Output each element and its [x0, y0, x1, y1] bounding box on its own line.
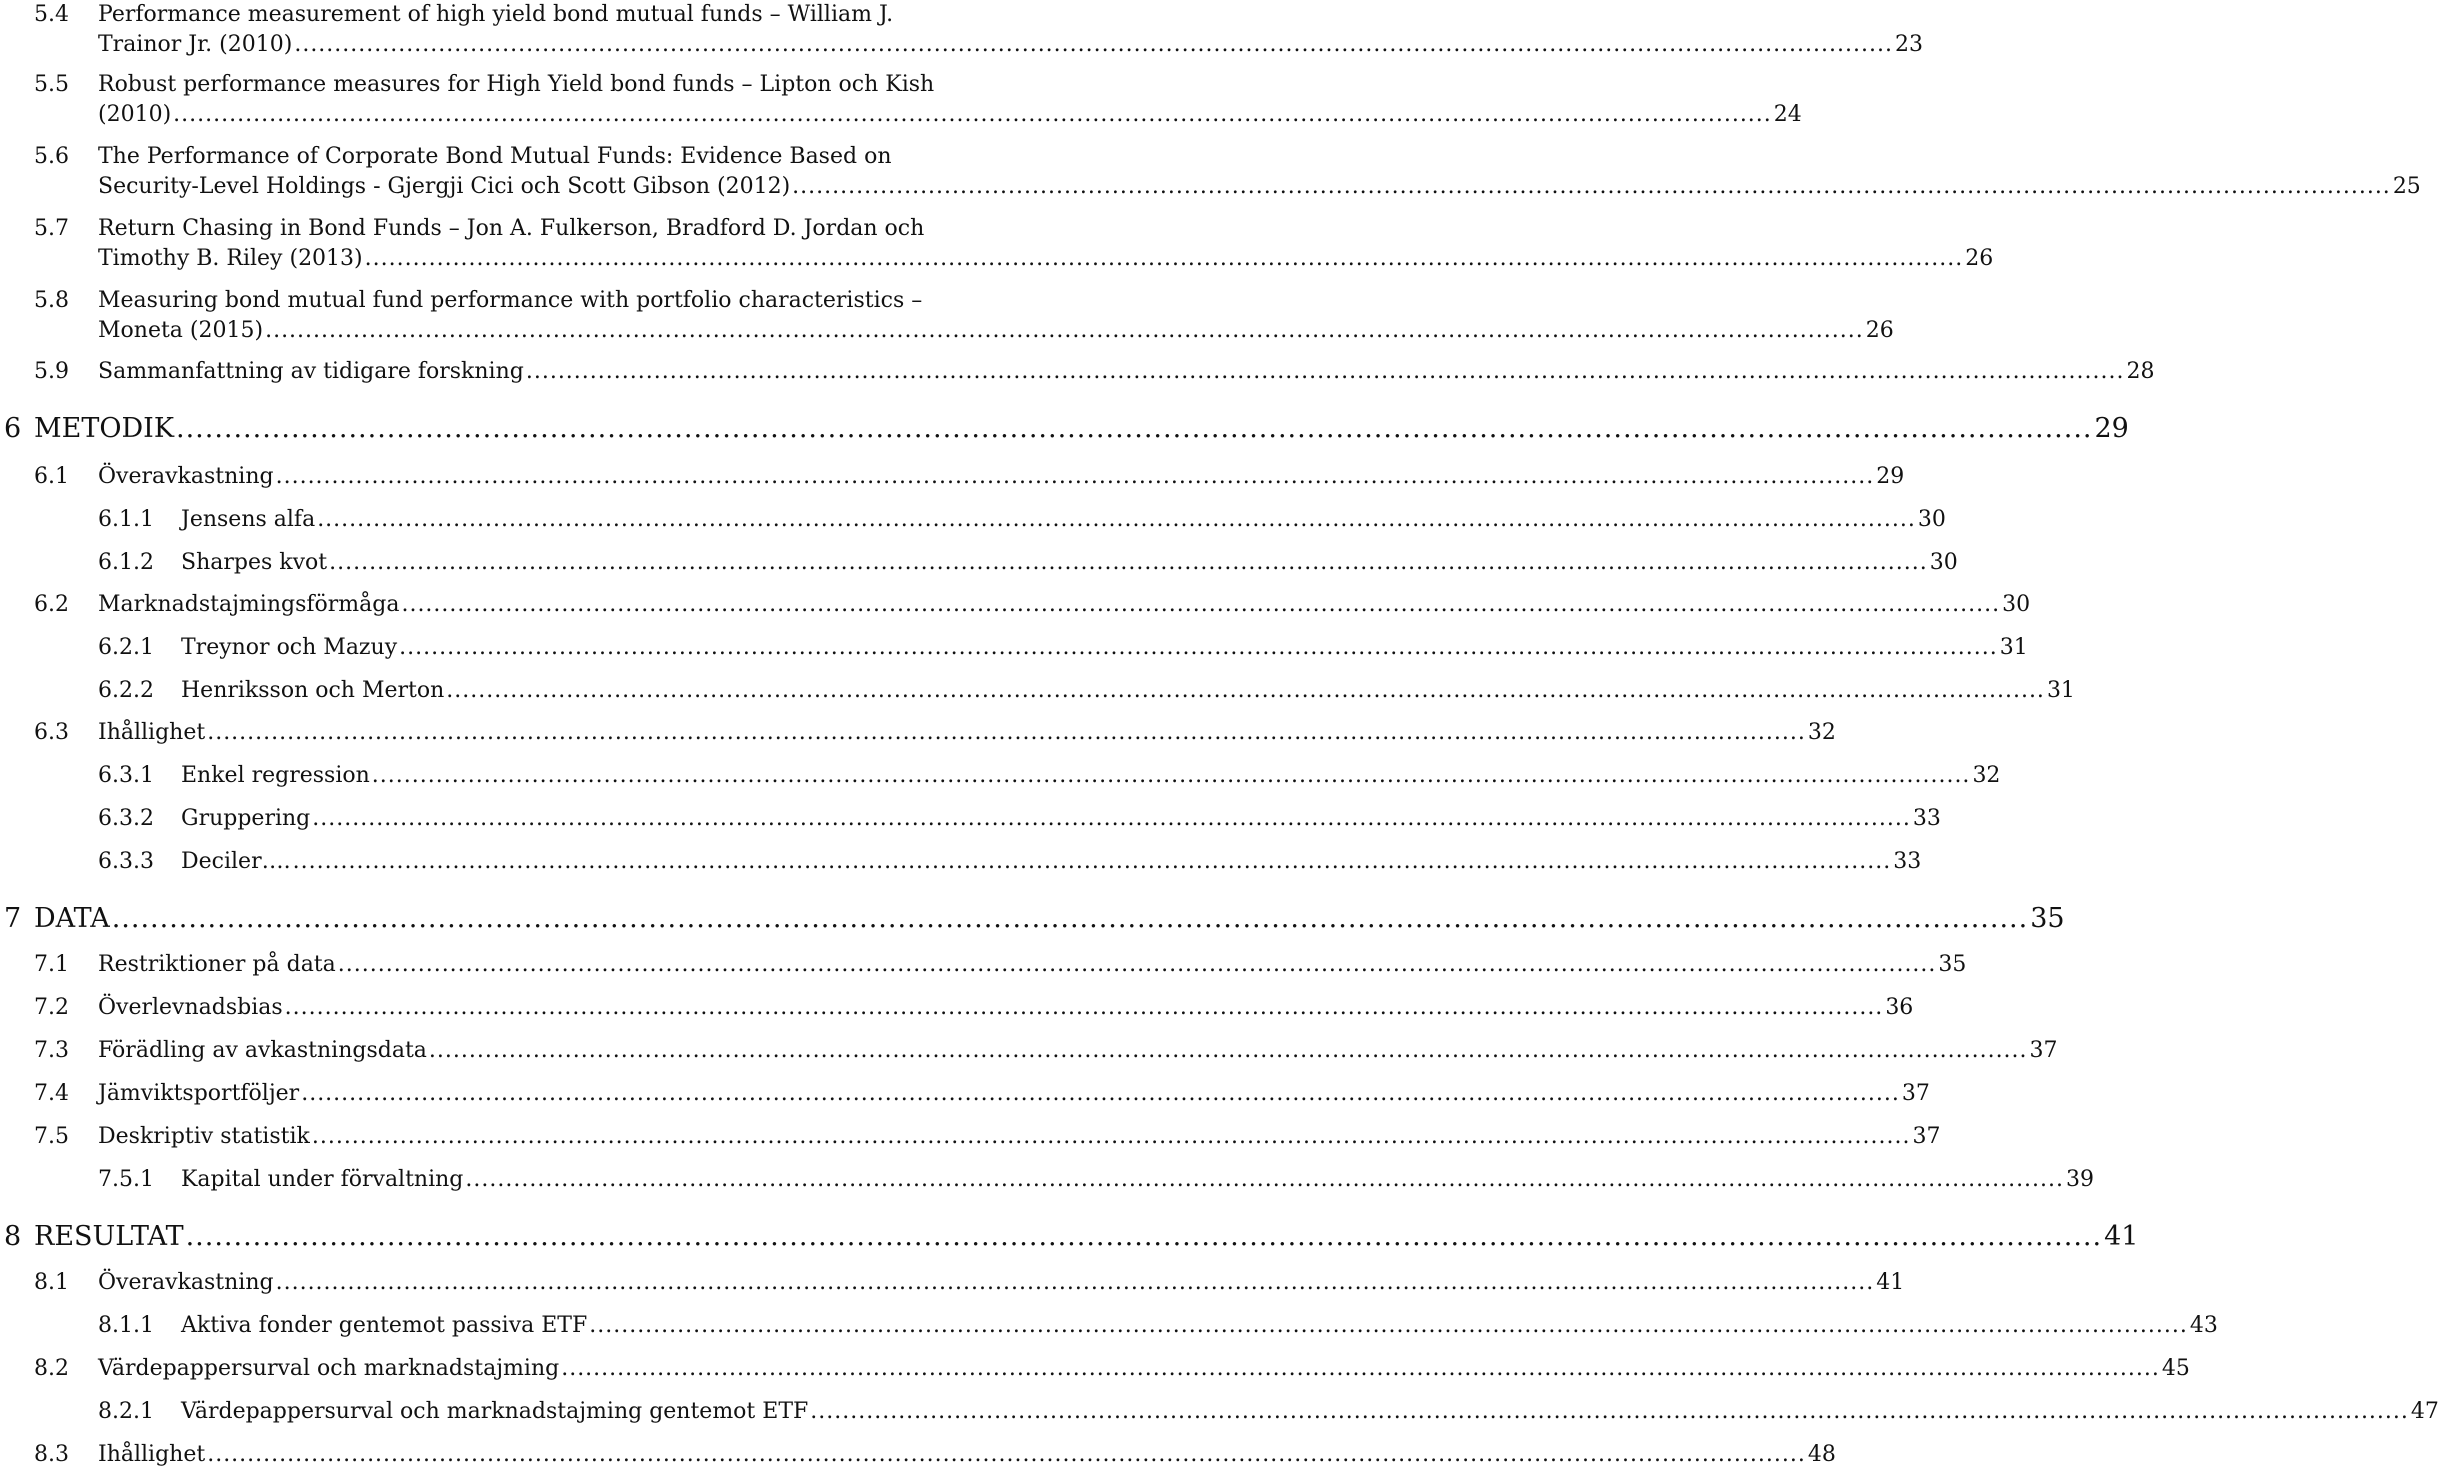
toc-entry-page-number: 29: [2094, 413, 2129, 444]
toc-entry-number: 8: [4, 1221, 22, 1252]
toc-entry-page-number: 29: [1876, 464, 1905, 489]
dot-leader: ........................................................................................................................................................................................................: [561, 1356, 2160, 1381]
toc-entry-title-line: Enkel regression: [181, 763, 370, 788]
dot-leader: ........................................................................................................................................................................................................: [311, 1124, 1911, 1149]
dot-leader: ........................................................................................................................................................................................................: [312, 806, 1911, 831]
toc-entry-page-number: 37: [2029, 1038, 2058, 1063]
toc-entry-title-line: Restriktioner på data: [98, 952, 336, 977]
toc-entry-page-number: 30: [1917, 507, 1946, 532]
toc-entry-number: 5.7: [34, 216, 69, 241]
toc-entry-page-number: 48: [1807, 1442, 1836, 1467]
dot-leader: ........................................................................................................................................................................................................: [275, 1270, 1875, 1295]
toc-entry-page-number: 41: [2104, 1221, 2139, 1252]
toc-entry-title: [98, 1440, 1836, 1470]
toc-entry-title-line: Värdepappersurval och marknadstajming: [98, 1356, 560, 1381]
toc-entry-number: 6.3.1: [98, 763, 154, 788]
toc-entry-title: [181, 505, 1946, 535]
toc-entry-page-number: 26: [1865, 318, 1894, 343]
toc-entry-page-number: 45: [2161, 1356, 2190, 1381]
toc-entry-title-line: Sharpes kvot: [181, 550, 328, 575]
toc-entry-number: 8.3: [34, 1442, 69, 1467]
toc-entry-number: 7.1: [34, 952, 69, 977]
toc-entry-number: 8.2: [34, 1356, 69, 1381]
toc-entry-number: 6.3.2: [98, 806, 154, 831]
toc-entry-page-number: 30: [1929, 550, 1958, 575]
toc-entry-number: 8.1.1: [98, 1313, 154, 1338]
toc-entry-number: 5.6: [34, 144, 69, 169]
toc-entry-page-number: 36: [1885, 995, 1914, 1020]
toc-entry-number: 6.1.1: [98, 507, 154, 532]
dot-leader: ........................................................................................................................................................................................................: [207, 1442, 1806, 1467]
dot-leader: ........................................................................................................................................................................................................: [292, 849, 1892, 874]
toc-entry-title: [181, 633, 2028, 663]
toc-entry-page-number: 26: [1965, 246, 1994, 271]
toc-entry-number: 7: [4, 903, 22, 934]
toc-entry-title-line: Deciler….: [181, 849, 291, 874]
toc-entry-title-line: Timothy B. Riley (2013): [98, 246, 363, 271]
toc-entry-number: 7.5.1: [98, 1167, 154, 1192]
toc-entry-title: [34, 1221, 2139, 1252]
toc-entry-title-line: Aktiva fonder gentemot passiva ETF: [181, 1313, 588, 1338]
toc-entry-title-line: Ihållighet: [98, 720, 206, 745]
toc-entry-title-line: Treynor och Mazuy: [181, 635, 398, 660]
dot-leader: ........................................................................................................................................................................................................: [364, 246, 1964, 271]
toc-entry-title: [34, 413, 2129, 444]
toc-entry-page-number: 35: [2030, 903, 2065, 934]
toc-entry-title: [98, 286, 1894, 346]
toc-entry-title-line: Förädling av avkastningsdata: [98, 1038, 427, 1063]
toc-entry-title: [98, 993, 1914, 1023]
dot-leader: ........................................................................................................................................................................................................: [401, 592, 2001, 617]
toc-entry-title: [98, 70, 1802, 130]
dot-leader: ........................................................................................................................................................................................................: [337, 952, 1937, 977]
toc-entry-title-line: Security-Level Holdings - Gjergji Cici och Scott Gibson (2012): [98, 174, 791, 199]
dot-leader: ........................................................................................................................................................................................................: [284, 995, 1884, 1020]
toc-entry-title-line: Kapital under förvaltning: [181, 1167, 464, 1192]
dot-leader: ........................................................................................................................................................................................................: [428, 1038, 2028, 1063]
toc-entry-title-line: (2010): [98, 102, 172, 127]
toc-entry-page-number: 30: [2002, 592, 2031, 617]
toc-entry-title: [181, 847, 1922, 877]
toc-entry-title: [98, 142, 2421, 202]
toc-entry-title-line: Värdepappersurval och marknadstajming gentemot ETF: [181, 1399, 809, 1424]
toc-entry-number: 7.2: [34, 995, 69, 1020]
toc-entry-page-number: 47: [2410, 1399, 2439, 1424]
toc-entry-number: 8.2.1: [98, 1399, 154, 1424]
toc-entry-page-number: 31: [2046, 678, 2075, 703]
toc-entry-title-line: Jensens alfa: [181, 507, 316, 532]
toc-entry-title-line: Ihållighet: [98, 1442, 206, 1467]
toc-entry-title-line: Överlevnadsbias: [98, 995, 283, 1020]
toc-entry-number: 7.5: [34, 1124, 69, 1149]
toc-entry-number: 6.2.2: [98, 678, 154, 703]
toc-entry-number: 5.4: [34, 2, 69, 27]
toc-entry-title-line: Överavkastning: [98, 1270, 274, 1295]
toc-entry-page-number: 33: [1893, 849, 1922, 874]
dot-leader: ........................................................................................................................................................................................................: [589, 1313, 2188, 1338]
toc-entry-title: [181, 761, 2001, 791]
toc-entry-number: 6.1.2: [98, 550, 154, 575]
dot-leader: ........................................................................................................................................................................................................: [301, 1081, 1900, 1106]
toc-entry-page-number: 43: [2189, 1313, 2218, 1338]
toc-entry-title-line: Robust performance measures for High Yield bond funds – Lipton och Kish: [98, 72, 935, 97]
dot-leader: ........................................................................................................................................................................................................: [792, 174, 2391, 199]
toc-entry-title-line: Jämviktsportföljer: [98, 1081, 300, 1106]
toc-entry-number: 7.4: [34, 1081, 69, 1106]
dot-leader: ........................................................................................................................................................................................................: [265, 318, 1864, 343]
toc-entry-number: 7.3: [34, 1038, 69, 1063]
toc-entry-number: 6.3: [34, 720, 69, 745]
toc-entry-title: [98, 1079, 1930, 1109]
dot-leader: ........................................................................................................................................................................................................: [399, 635, 1998, 660]
toc-entry-number: 6: [4, 413, 22, 444]
dot-leader: ........................................................................................................................................................................................................: [329, 550, 1928, 575]
toc-entry-page-number: 25: [2392, 174, 2421, 199]
toc-entry-title-line: Marknadstajmingsförmåga: [98, 592, 400, 617]
toc-entry-number: 5.5: [34, 72, 69, 97]
dot-leader: ........................................................................................................................................................................................................: [207, 720, 1806, 745]
toc-entry-title-line: Deskriptiv statistik: [98, 1124, 310, 1149]
toc-entry-number: 5.9: [34, 359, 69, 384]
toc-entry-title-line: Sammanfattning av tidigare forskning: [98, 359, 524, 384]
toc-entry-title: [98, 1122, 1941, 1152]
toc-entry-page-number: 32: [1972, 763, 2001, 788]
toc-entry-title: [98, 950, 1967, 980]
toc-entry-title-line: Measuring bond mutual fund performance with portfolio characteristics –: [98, 288, 923, 313]
toc-entry-title-line: DATA: [34, 903, 110, 934]
toc-entry-title-line: Trainor Jr. (2010): [98, 32, 293, 57]
toc-entry-page-number: 32: [1807, 720, 1836, 745]
dot-leader: ........................................................................................................................................................................................................: [111, 903, 2029, 934]
toc-entry-title: [98, 357, 2155, 387]
toc-entry-page-number: 23: [1894, 32, 1923, 57]
toc-entry-title: [98, 1036, 2058, 1066]
toc-entry-page-number: 28: [2126, 359, 2155, 384]
dot-leader: ........................................................................................................................................................................................................: [173, 102, 1772, 127]
toc-entry-title-line: METODIK: [34, 413, 174, 444]
toc-entry-title-line: Moneta (2015): [98, 318, 264, 343]
toc-entry-number: 5.8: [34, 288, 69, 313]
toc-entry-title: [181, 676, 2075, 706]
toc-entry-title: [181, 1311, 2218, 1341]
toc-entry-title: [98, 214, 1994, 274]
toc-entry-title: [98, 0, 1923, 60]
toc-entry-title-line: The Performance of Corporate Bond Mutual Funds: Evidence Based on: [98, 144, 892, 169]
dot-leader: ........................................................................................................................................................................................................: [317, 507, 1916, 532]
toc-entry-page-number: 31: [1999, 635, 2028, 660]
toc-entry-number: 8.1: [34, 1270, 69, 1295]
dot-leader: ........................................................................................................................................................................................................: [185, 1221, 2103, 1252]
toc-entry-title: [34, 903, 2065, 934]
toc-entry-title: [98, 1268, 1905, 1298]
toc-entry-title-line: Return Chasing in Bond Funds – Jon A. Fulkerson, Bradford D. Jordan och: [98, 216, 925, 241]
toc-entry-number: 6.1: [34, 464, 69, 489]
dot-leader: ........................................................................................................................................................................................................: [446, 678, 2045, 703]
dot-leader: ........................................................................................................................................................................................................: [294, 32, 1893, 57]
toc-entry-title: [98, 590, 2031, 620]
toc-entry-title: [181, 1397, 2439, 1427]
toc-entry-page-number: 35: [1938, 952, 1967, 977]
toc-entry-page-number: 41: [1876, 1270, 1905, 1295]
toc-entry-title-line: Överavkastning: [98, 464, 274, 489]
toc-entry-title-line: RESULTAT: [34, 1221, 184, 1252]
toc-entry-number: 6.2: [34, 592, 69, 617]
toc-entry-title: [181, 804, 1941, 834]
toc-entry-title: [98, 1354, 2190, 1384]
toc-entry-page-number: 37: [1912, 1124, 1941, 1149]
toc-entry-title: [98, 462, 1905, 492]
toc-entry-title: [181, 1165, 2095, 1195]
toc-entry-title-line: Performance measurement of high yield bond mutual funds – William J.: [98, 2, 894, 27]
dot-leader: ........................................................................................................................................................................................................: [371, 763, 1971, 788]
toc-entry-title-line: Henriksson och Merton: [181, 678, 445, 703]
toc-entry-title-line: Gruppering: [181, 806, 311, 831]
toc-entry-page-number: 33: [1912, 806, 1941, 831]
toc-entry-page-number: 39: [2066, 1167, 2095, 1192]
toc-entry-number: 6.3.3: [98, 849, 154, 874]
toc-entry-number: 6.2.1: [98, 635, 154, 660]
dot-leader: ........................................................................................................................................................................................................: [275, 464, 1875, 489]
dot-leader: ........................................................................................................................................................................................................: [810, 1399, 2409, 1424]
dot-leader: ........................................................................................................................................................................................................: [525, 359, 2125, 384]
dot-leader: ........................................................................................................................................................................................................: [175, 413, 2093, 444]
toc-entry-title: [98, 718, 1836, 748]
toc-entry-title: [181, 548, 1958, 578]
dot-leader: ........................................................................................................................................................................................................: [465, 1167, 2065, 1192]
toc-entry-page-number: 24: [1773, 102, 1802, 127]
toc-entry-page-number: 37: [1901, 1081, 1930, 1106]
